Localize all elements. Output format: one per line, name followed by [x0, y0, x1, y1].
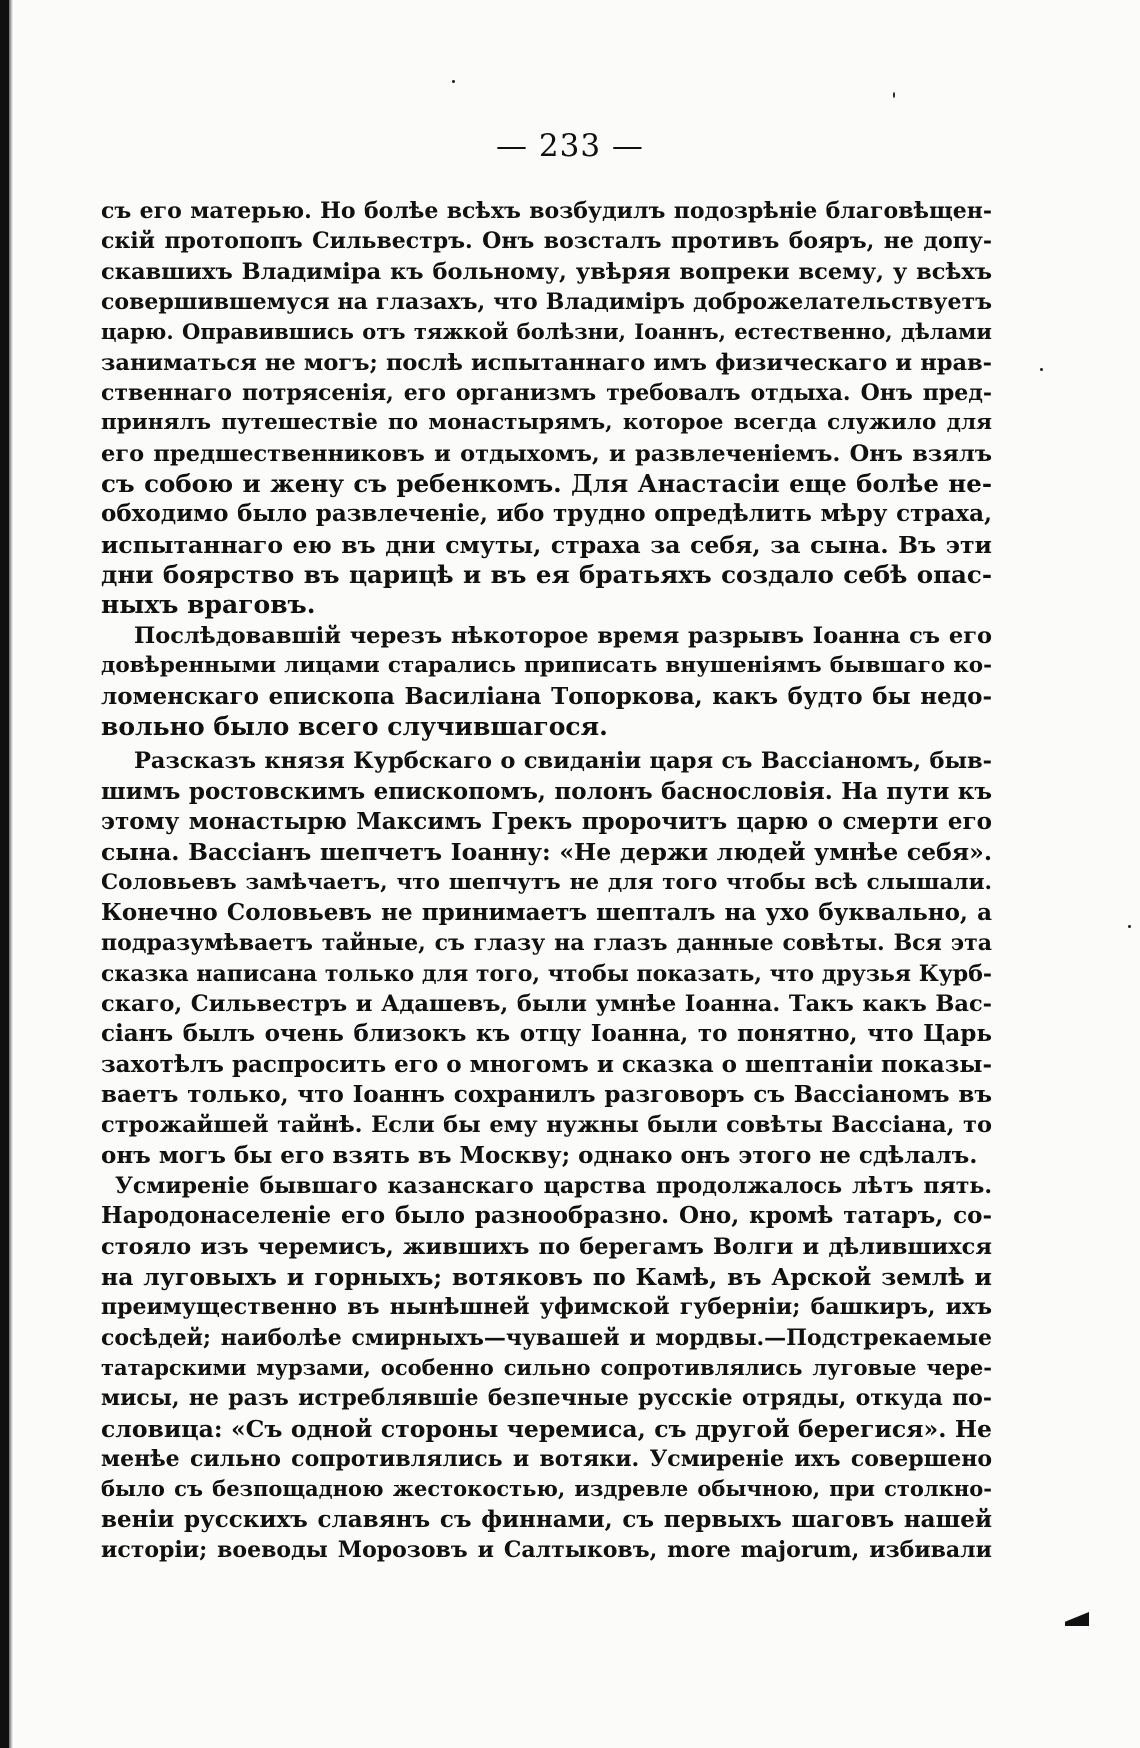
text-line: испытаннаго ею въ дни смуты, страха за себя, за сына. Въ эти [101, 530, 992, 559]
text-line: ломенскаго епископа Василіана Топоркова, какъ будто бы недо- [101, 682, 992, 710]
text-line: ныхъ враговъ. [101, 590, 316, 620]
text-line: обходимо было развлеченіе, ибо трудно опредѣлить мѣру страха, [101, 500, 992, 528]
scan-speck [893, 92, 895, 98]
text-line: онъ могъ бы его взять въ Москву; однако онъ этого не сдѣлалъ. [101, 1141, 978, 1169]
text-line: строжайшей тайнѣ. Если бы ему нужны были совѣты Вассіана, то [101, 1112, 992, 1139]
text-line: сказка написана только для того, чтобы показать, что друзья Курб- [101, 960, 992, 987]
text-line: заниматься не могъ; послѣ испытаннаго имъ физическаго и нрав- [101, 349, 992, 376]
text-line: вольно было всего случившагося. [101, 711, 608, 741]
text-line: сына. Вассіанъ шепчетъ Іоанну: «Не держи людей умнѣе себя». [101, 838, 992, 867]
text-line: скій протопопъ Сильвестръ. Онъ возсталъ противъ бояръ, не допу- [101, 228, 992, 255]
text-line: сіанъ былъ очень близокъ къ отцу Іоанна, то понятно, что Царь [101, 1020, 992, 1048]
text-line: скавшихъ Владиміра къ больному, увѣряя вопреки всему, у всѣхъ [101, 258, 992, 285]
text-line: съ его матерью. Но болѣе всѣхъ возбудилъ подозрѣніе благовѣщен- [101, 198, 992, 224]
page-number: — 233 — [496, 128, 644, 164]
text-line: захотѣлъ распросить его о многомъ и сказка о шептаніи показы- [101, 1050, 992, 1078]
scan-speck [1128, 925, 1131, 928]
scan-edge-shadow [9, 0, 13, 1748]
text-line: исторіи; воеводы Морозовъ и Салтыковъ, more majorum, избивали [101, 1537, 992, 1564]
text-line: подразумѣваетъ тайные, съ глазу на глазъ данные совѣты. Вся эта [101, 930, 992, 957]
text-line: мисы, не разъ истреблявшіе безпечные русскіе отряды, откуда по- [101, 1385, 992, 1412]
text-line: его предшественниковъ и отдыхомъ, и развлеченіемъ. Онъ взялъ [101, 440, 992, 467]
text-line: Усмиреніе бывшаго казанскаго царства продолжалось лѣтъ пять. [115, 1173, 992, 1199]
text-line: татарскими мурзами, особенно сильно сопротивлялись луговые чере- [101, 1355, 992, 1381]
text-line: Соловьевъ замѣчаетъ, что шепчутъ не для того чтобы всѣ слышали. [101, 869, 992, 895]
scan-speck [452, 80, 455, 83]
text-line: дни боярство въ царицѣ и въ ея братьяхъ создало себѣ опас- [101, 560, 992, 590]
text-line: шимъ ростовскимъ епископомъ, полонъ баснословія. На пути къ [101, 777, 992, 805]
text-line: веніи русскихъ славянъ съ финнами, съ первыхъ шаговъ нашей [101, 1505, 992, 1533]
text-line: словица: «Съ одной стороны черемиса, съ другой берегися». Не [101, 1414, 992, 1443]
text-line: Конечно Соловьевъ не принимаетъ шепталъ на ухо буквально, а [101, 898, 992, 926]
text-line: этому монастырю Максимъ Грекъ пророчитъ царю о смерти его [101, 807, 992, 835]
text-line: совершившемуся на глазахъ, что Владиміръ доброжелательствуетъ [101, 289, 992, 316]
text-line: преимущественно въ нынѣшней уфимской губерніи; башкиръ, ихъ [101, 1294, 992, 1321]
scan-ink-mark [1065, 1612, 1089, 1626]
text-line: довѣренными лицами старались приписать внушеніямъ бывшаго ко- [101, 653, 992, 679]
text-line: съ собою и жену съ ребенкомъ. Для Анастасіи еще болѣе не- [101, 469, 992, 499]
text-line: Разсказъ князя Курбскаго о свиданіи царя съ Вассіаномъ, быв- [134, 748, 992, 775]
scan-binding-edge [0, 0, 9, 1748]
text-line: скаго, Сильвестръ и Адашевъ, были умнѣе Іоанна. Такъ какъ Вас- [101, 990, 992, 1017]
text-line: принялъ путешествіе по монастырямъ, которое всегда служило для [101, 410, 992, 436]
body-text [101, 196, 992, 1565]
text-line: ваетъ только, что Іоаннъ сохранилъ разговоръ съ Вассіаномъ въ [101, 1080, 992, 1108]
scan-speck [1040, 368, 1043, 371]
text-line: царю. Оправившись отъ тяжкой болѣзни, Іоаннъ, естественно, дѣлами [101, 319, 992, 345]
text-line: сосѣдей; наиболѣе смирныхъ—чувашей и мордвы.—Подстрекаемые [101, 1324, 992, 1351]
text-line: Послѣдовавшій черезъ нѣкоторое время разрывъ Іоанна съ его [134, 622, 992, 649]
text-line: ственнаго потрясенія, его организмъ требовалъ отдыха. Онъ пред- [101, 380, 992, 407]
text-line: менѣе сильно сопротивлялись и вотяки. Усмиреніе ихъ совершено [101, 1446, 992, 1473]
text-line: стояло изъ черемисъ, жившихъ по берегамъ Волги и дѣлившихся [101, 1233, 992, 1260]
text-line: на луговыхъ и горныхъ; вотяковъ по Камѣ, въ Арской землѣ и [101, 1263, 992, 1292]
text-line: Народонаселеніе его было разнообразно. Оно, кромѣ татаръ, со- [101, 1202, 992, 1230]
text-line: было съ безпощадною жестокостью, издревле обычною, при столкно- [101, 1476, 992, 1502]
